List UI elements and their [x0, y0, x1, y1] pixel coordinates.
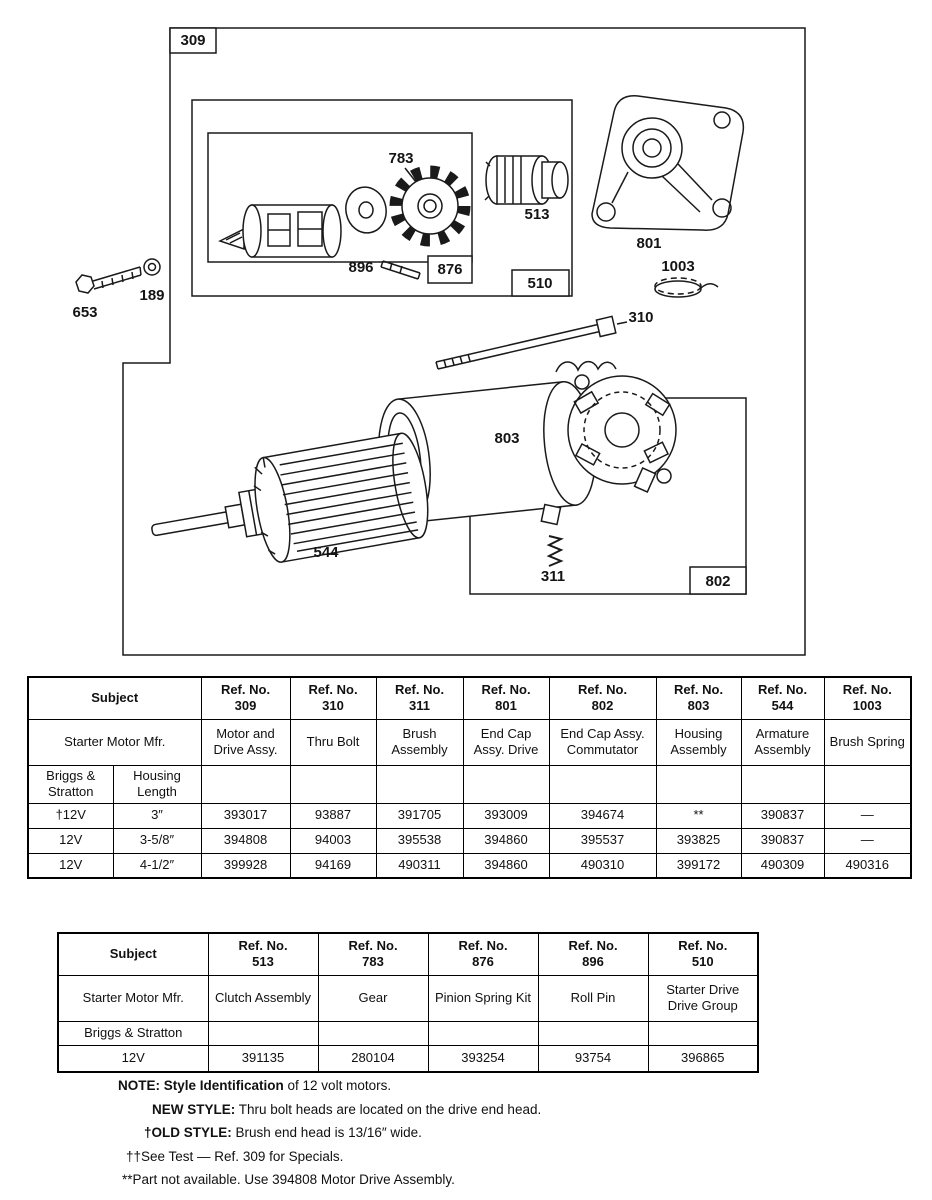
callout-513: 513 — [524, 206, 550, 223]
housing-length-cell: 3-5/8″ — [113, 828, 201, 853]
callout-803: 803 — [494, 430, 520, 447]
part-number-cell: 393825 — [656, 828, 741, 853]
table2-subject-header: Subject — [58, 933, 208, 975]
callout-309: 309 — [180, 32, 206, 49]
callout-544: 544 — [313, 544, 339, 561]
part-name-cell: Pinion Spring Kit — [428, 975, 538, 1021]
callout-896: 896 — [348, 259, 374, 276]
note-old-style: †OLD STYLE: Brush end head is 13/16″ wide. — [144, 1125, 422, 1140]
washer-drawing — [342, 183, 391, 236]
empty-cell — [549, 765, 656, 803]
brand-cell: Briggs & Stratton — [28, 765, 113, 803]
callout-310: 310 — [628, 309, 654, 326]
callout-189: 189 — [139, 287, 165, 304]
mounting-bolt-drawing — [76, 267, 141, 293]
empty-cell — [428, 1021, 538, 1045]
empty-cell — [318, 1021, 428, 1045]
callout-1003: 1003 — [661, 258, 695, 275]
ref-header-896: Ref. No. 896 — [538, 933, 648, 975]
part-number-cell: 391705 — [376, 803, 463, 828]
part-name-cell: Starter Drive Drive Group — [648, 975, 758, 1021]
ref-header-802: Ref. No. 802 — [549, 677, 656, 719]
part-number-cell: 393009 — [463, 803, 549, 828]
mfr-label-cell: Starter Motor Mfr. — [28, 719, 201, 765]
part-name-cell: End Cap Assy. Commutator — [549, 719, 656, 765]
part-number-cell: 391135 — [208, 1045, 318, 1072]
table1-subject-header: Subject — [28, 677, 201, 719]
note-style-identification: NOTE: Style Identification of 12 volt motors. — [118, 1078, 392, 1093]
ref-header-803: Ref. No. 803 — [656, 677, 741, 719]
callout-510: 510 — [527, 275, 553, 292]
empty-cell — [656, 765, 741, 803]
housing-length-cell: 4-1/2″ — [113, 853, 201, 878]
part-number-cell: 93754 — [538, 1045, 648, 1072]
empty-cell — [463, 765, 549, 803]
part-number-cell: 280104 — [318, 1045, 428, 1072]
roll-pin-drawing — [381, 261, 420, 279]
starter-parts-table-secondary — [57, 932, 759, 1073]
ref-header-544: Ref. No. 544 — [741, 677, 824, 719]
footnotes — [118, 1074, 818, 1192]
part-number-cell: 93887 — [290, 803, 376, 828]
part-name-cell: Housing Assembly — [656, 719, 741, 765]
callout-311: 311 — [540, 568, 566, 585]
armature-drawing — [143, 431, 434, 583]
part-number-cell: 393017 — [201, 803, 290, 828]
empty-cell — [290, 765, 376, 803]
part-number-cell: 395537 — [549, 828, 656, 853]
part-name-cell: Thru Bolt — [290, 719, 376, 765]
empty-cell — [824, 765, 911, 803]
callout-802: 802 — [705, 573, 731, 590]
note-part-not-available: **Part not available. Use 394808 Motor Drive Assembly. — [122, 1172, 455, 1187]
part-number-cell: 396865 — [648, 1045, 758, 1072]
part-number-cell: 94169 — [290, 853, 376, 878]
part-number-cell: 490309 — [741, 853, 824, 878]
voltage-cell: 12V — [58, 1045, 208, 1072]
part-number-cell: 490310 — [549, 853, 656, 878]
empty-cell — [208, 1021, 318, 1045]
ref-header-510: Ref. No. 510 — [648, 933, 758, 975]
part-number-cell: 390837 — [741, 828, 824, 853]
note-see-test: ††See Test — Ref. 309 for Specials. — [126, 1148, 344, 1164]
ref-header-801: Ref. No. 801 — [463, 677, 549, 719]
note-new-style: NEW STYLE: Thru bolt heads are located on the drive end head. — [152, 1101, 542, 1117]
ref-header-513: Ref. No. 513 — [208, 933, 318, 975]
empty-cell — [741, 765, 824, 803]
empty-cell — [538, 1021, 648, 1045]
part-number-cell: ** — [656, 803, 741, 828]
starter-parts-table-primary — [27, 676, 912, 879]
housing-length-header: Housing Length — [113, 765, 201, 803]
empty-cell — [376, 765, 463, 803]
nut-drawing — [144, 259, 160, 275]
mfr-label-cell: Starter Motor Mfr. — [58, 975, 208, 1021]
ref-header-309: Ref. No. 309 — [201, 677, 290, 719]
part-number-cell: — — [824, 828, 911, 853]
brush-spring-drawing — [655, 278, 718, 297]
voltage-cell: 12V — [28, 828, 113, 853]
part-number-cell: 390837 — [741, 803, 824, 828]
part-number-cell: — — [824, 803, 911, 828]
part-name-cell: Armature Assembly — [741, 719, 824, 765]
callout-876: 876 — [437, 261, 463, 278]
ref-header-783: Ref. No. 783 — [318, 933, 428, 975]
ref-header-311: Ref. No. 311 — [376, 677, 463, 719]
part-name-cell: Motor and Drive Assy. — [201, 719, 290, 765]
empty-cell — [201, 765, 290, 803]
ref-header-1003: Ref. No. 1003 — [824, 677, 911, 719]
brand-cell: Briggs & Stratton — [58, 1021, 208, 1045]
part-number-cell: 399928 — [201, 853, 290, 878]
part-number-cell: 490316 — [824, 853, 911, 878]
ref-header-876: Ref. No. 876 — [428, 933, 538, 975]
clutch-assembly-drawing — [485, 156, 568, 204]
part-number-cell: 399172 — [656, 853, 741, 878]
callout-783: 783 — [388, 150, 414, 167]
motor-drive-assembly-drawing — [220, 205, 341, 257]
voltage-cell: †12V — [28, 803, 113, 828]
callout-801: 801 — [636, 235, 662, 252]
part-number-cell: 394860 — [463, 853, 549, 878]
part-name-cell: Gear — [318, 975, 428, 1021]
thru-bolt-drawing — [436, 316, 627, 369]
part-number-cell: 394674 — [549, 803, 656, 828]
part-number-cell: 394808 — [201, 828, 290, 853]
part-number-cell: 393254 — [428, 1045, 538, 1072]
brush-and-spring-drawing — [541, 505, 561, 566]
voltage-cell: 12V — [28, 853, 113, 878]
part-name-cell: Brush Assembly — [376, 719, 463, 765]
part-name-cell: End Cap Assy. Drive — [463, 719, 549, 765]
part-number-cell: 490311 — [376, 853, 463, 878]
gear-drawing — [396, 168, 464, 240]
part-number-cell: 94003 — [290, 828, 376, 853]
callout-653: 653 — [72, 304, 98, 321]
part-number-cell: 395538 — [376, 828, 463, 853]
housing-length-cell: 3″ — [113, 803, 201, 828]
end-cap-drive-drawing — [592, 96, 743, 230]
part-name-cell: Brush Spring — [824, 719, 911, 765]
part-name-cell: Roll Pin — [538, 975, 648, 1021]
empty-cell — [648, 1021, 758, 1045]
ref-header-310: Ref. No. 310 — [290, 677, 376, 719]
part-number-cell: 394860 — [463, 828, 549, 853]
part-name-cell: Clutch Assembly — [208, 975, 318, 1021]
